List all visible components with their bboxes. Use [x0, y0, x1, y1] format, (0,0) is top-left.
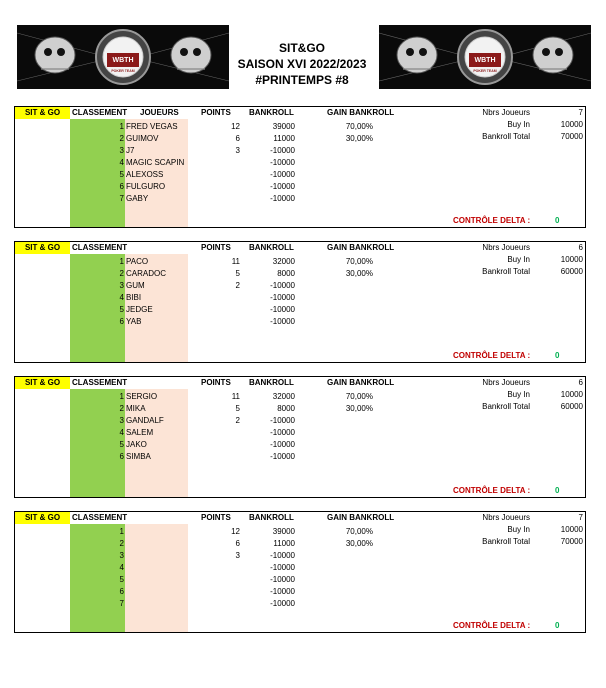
results-table: [14, 106, 586, 228]
player-name: YAB: [126, 317, 142, 326]
bankroll-cell: -10000: [270, 563, 295, 572]
header-points: POINTS: [201, 243, 231, 252]
bankroll-cell: -10000: [270, 305, 295, 314]
rank-cell: 6: [119, 587, 124, 596]
rank-cell: 1: [119, 122, 124, 131]
points-cell: 11: [231, 392, 240, 401]
points-cell: 2: [235, 281, 240, 290]
nbrs-joueurs-value: 6: [578, 243, 583, 252]
bankroll-cell: -10000: [270, 587, 295, 596]
rank-cell: 2: [119, 269, 124, 278]
title-line-3: #PRINTEMPS #8: [255, 73, 349, 87]
title-line-2: SAISON XVI 2022/2023: [237, 57, 367, 71]
rank-cell: 5: [119, 575, 124, 584]
player-name: MIKA: [126, 404, 146, 413]
nbrs-joueurs-label: Nbrs Joueurs: [482, 243, 530, 252]
logo-left: [17, 25, 229, 89]
header-bankroll: BANKROLL: [249, 378, 294, 387]
controle-delta-value: 0: [555, 351, 560, 360]
rank-cell: 1: [119, 257, 124, 266]
header-sitgo: SIT & GO: [15, 242, 70, 254]
rank-cell: 6: [119, 452, 124, 461]
buy-in-label: Buy In: [507, 525, 530, 534]
bankroll-cell: 8000: [277, 269, 295, 278]
results-table: [14, 241, 586, 363]
buy-in-label: Buy In: [507, 120, 530, 129]
bankroll-cell: 8000: [277, 404, 295, 413]
rank-cell: 3: [119, 281, 124, 290]
gain-cell: 70,00%: [345, 527, 373, 536]
results-table: [14, 511, 586, 633]
rank-cell: 7: [119, 194, 124, 203]
points-cell: 12: [231, 122, 240, 131]
buy-in-value: 10000: [560, 390, 583, 399]
nbrs-joueurs-label: Nbrs Joueurs: [482, 378, 530, 387]
player-name: JEDGE: [126, 305, 153, 314]
page-title: [232, 40, 372, 88]
rank-cell: 6: [119, 182, 124, 191]
bankroll-cell: -10000: [270, 146, 295, 155]
rank-cell: 4: [119, 158, 124, 167]
rank-cell: 5: [119, 170, 124, 179]
player-name: ALEXOSS: [126, 170, 164, 179]
rank-cell: 3: [119, 416, 124, 425]
player-name: SALEM: [126, 428, 154, 437]
header-gain: GAIN BANKROLL: [327, 513, 395, 522]
controle-delta-value: 0: [555, 216, 560, 225]
player-name: GABY: [126, 194, 149, 203]
bankroll-total-label: Bankroll Total: [482, 132, 530, 141]
bankroll-total-value: 70000: [560, 537, 583, 546]
bankroll-cell: -10000: [270, 194, 295, 203]
rank-cell: 3: [119, 551, 124, 560]
bankroll-cell: 11000: [273, 539, 295, 548]
controle-delta-label: CONTRÔLE DELTA :: [453, 486, 531, 495]
rank-cell: 6: [119, 317, 124, 326]
gain-cell: 30,00%: [345, 539, 373, 548]
rank-cell: 4: [119, 293, 124, 302]
header-points: POINTS: [201, 378, 231, 387]
logo-subtext: POKER TEAM: [111, 69, 135, 73]
player-name: GUM: [126, 281, 145, 290]
bankroll-cell: -10000: [270, 440, 295, 449]
rank-cell: 2: [119, 539, 124, 548]
rank-cell: 1: [119, 392, 124, 401]
header-sitgo: SIT & GO: [15, 377, 70, 389]
bankroll-total-label: Bankroll Total: [482, 402, 530, 411]
header-gain: GAIN BANKROLL: [327, 378, 395, 387]
header-gain: GAIN BANKROLL: [327, 243, 395, 252]
buy-in-label: Buy In: [507, 255, 530, 264]
header-bankroll: BANKROLL: [249, 108, 294, 117]
rank-cell: 7: [119, 599, 124, 608]
rank-cell: 5: [119, 305, 124, 314]
nbrs-joueurs-value: 6: [578, 378, 583, 387]
nbrs-joueurs-label: Nbrs Joueurs: [482, 108, 530, 117]
logo-text: WBTH: [474, 57, 496, 64]
player-name: CARADOC: [126, 269, 167, 278]
controle-delta-value: 0: [555, 621, 560, 630]
controle-delta-label: CONTRÔLE DELTA :: [453, 351, 531, 360]
gain-cell: 30,00%: [345, 269, 373, 278]
header-classement: CLASSEMENT: [72, 378, 128, 387]
rank-cell: 2: [119, 404, 124, 413]
bankroll-cell: -10000: [270, 293, 295, 302]
player-name: BIBI: [126, 293, 142, 302]
gain-cell: 70,00%: [345, 257, 373, 266]
player-name: MAGIC SCAPIN: [126, 158, 185, 167]
header-classement: CLASSEMENT: [72, 243, 128, 252]
points-cell: 2: [235, 416, 240, 425]
player-name: J7: [126, 146, 135, 155]
buy-in-value: 10000: [560, 255, 583, 264]
header-joueurs: JOUEURS: [140, 108, 179, 117]
bankroll-cell: -10000: [270, 551, 295, 560]
bankroll-cell: -10000: [270, 182, 295, 191]
rank-cell: 2: [119, 134, 124, 143]
bankroll-cell: 39000: [272, 527, 295, 536]
buy-in-value: 10000: [560, 120, 583, 129]
player-name: SERGIO: [126, 392, 158, 401]
bankroll-cell: -10000: [270, 599, 295, 608]
controle-delta-label: CONTRÔLE DELTA :: [453, 621, 531, 630]
header-sitgo: SIT & GO: [15, 107, 70, 119]
buy-in-label: Buy In: [507, 390, 530, 399]
rank-cell: 5: [119, 440, 124, 449]
gain-cell: 30,00%: [345, 134, 373, 143]
controle-delta-label: CONTRÔLE DELTA :: [453, 216, 531, 225]
nbrs-joueurs-value: 7: [578, 108, 583, 117]
rank-cell: 1: [119, 527, 124, 536]
bankroll-cell: 11000: [273, 134, 295, 143]
player-name: JAKO: [126, 440, 147, 449]
gain-cell: 70,00%: [345, 122, 373, 131]
points-cell: 5: [235, 404, 240, 413]
bankroll-cell: 32000: [272, 392, 295, 401]
header-gain: GAIN BANKROLL: [327, 108, 395, 117]
header-points: POINTS: [201, 513, 231, 522]
rank-cell: 3: [119, 146, 124, 155]
nbrs-joueurs-value: 7: [578, 513, 583, 522]
nbrs-joueurs-label: Nbrs Joueurs: [482, 513, 530, 522]
player-name: SIMBA: [126, 452, 151, 461]
bankroll-cell: -10000: [270, 428, 295, 437]
bankroll-total-value: 70000: [560, 132, 583, 141]
points-cell: 6: [235, 134, 240, 143]
points-cell: 3: [235, 146, 240, 155]
header-classement: CLASSEMENT: [72, 108, 128, 117]
joueurs-column-fill: [125, 524, 188, 632]
rank-cell: 4: [119, 428, 124, 437]
bankroll-cell: -10000: [270, 281, 295, 290]
logo-subtext: POKER TEAM: [473, 69, 497, 73]
player-name: FULGURO: [126, 182, 166, 191]
gain-cell: 30,00%: [345, 404, 373, 413]
bankroll-cell: -10000: [270, 575, 295, 584]
rank-cell: 4: [119, 563, 124, 572]
bankroll-total-value: 60000: [560, 267, 583, 276]
bankroll-cell: -10000: [270, 158, 295, 167]
bankroll-cell: -10000: [270, 170, 295, 179]
header-classement: CLASSEMENT: [72, 513, 128, 522]
bankroll-total-label: Bankroll Total: [482, 267, 530, 276]
bankroll-total-label: Bankroll Total: [482, 537, 530, 546]
title-line-1: SIT&GO: [278, 41, 325, 55]
points-cell: 5: [235, 269, 240, 278]
points-cell: 6: [235, 539, 240, 548]
bankroll-cell: -10000: [270, 416, 295, 425]
bankroll-cell: -10000: [270, 317, 295, 326]
bankroll-total-value: 60000: [560, 402, 583, 411]
gain-cell: 70,00%: [345, 392, 373, 401]
points-cell: 12: [231, 527, 240, 536]
logo-right: [379, 25, 591, 89]
points-cell: 3: [235, 551, 240, 560]
header-points: POINTS: [201, 108, 231, 117]
buy-in-value: 10000: [560, 525, 583, 534]
player-name: GANDALF: [126, 416, 164, 425]
header-bankroll: BANKROLL: [249, 243, 294, 252]
player-name: FRED VEGAS: [126, 122, 178, 131]
bankroll-cell: 39000: [272, 122, 295, 131]
header-sitgo: SIT & GO: [15, 512, 70, 524]
player-name: PACO: [126, 257, 149, 266]
logo-text: WBTH: [112, 57, 134, 64]
bankroll-cell: 32000: [272, 257, 295, 266]
header-bankroll: BANKROLL: [249, 513, 294, 522]
bankroll-cell: -10000: [270, 452, 295, 461]
player-name: GUIMOV: [126, 134, 159, 143]
results-table: [14, 376, 586, 498]
points-cell: 11: [231, 257, 240, 266]
controle-delta-value: 0: [555, 486, 560, 495]
